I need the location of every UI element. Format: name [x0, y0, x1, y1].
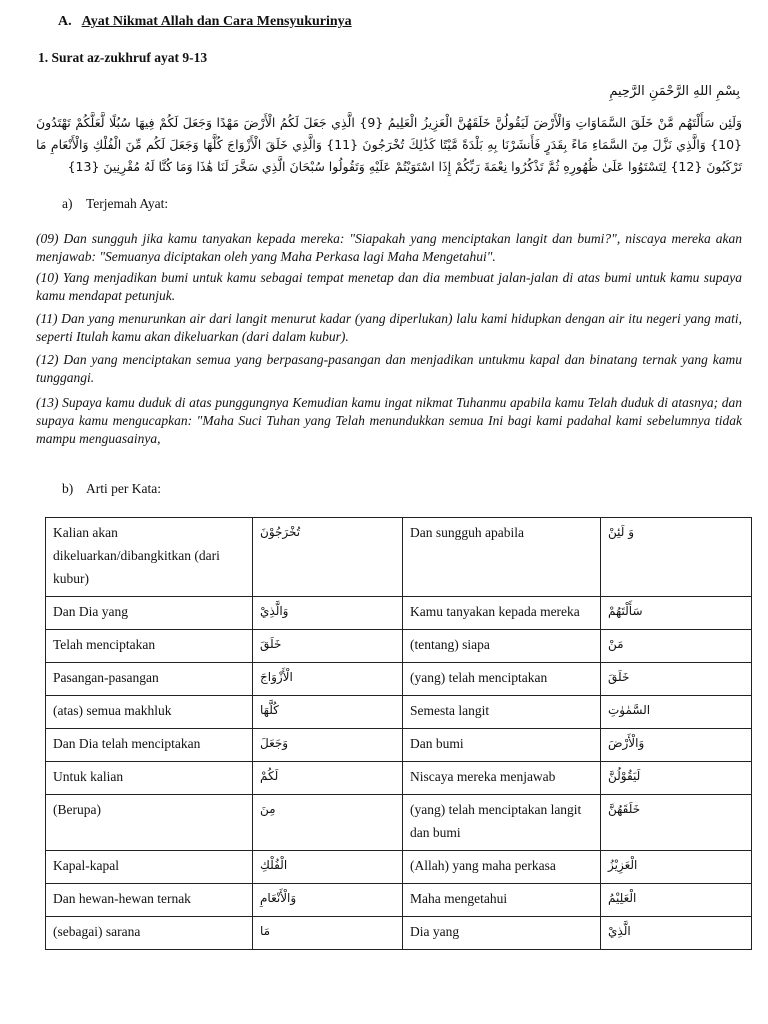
ayat-arabic-text: وَلَئِن سَأَلْتَهُم مَّنْ خَلَقَ السَّمَاوَاتِ وَالْأَرْضَ لَيَقُولُنَّ خَلَقَهُنَّ الْعَزِيزُ الْعَلِيمُ {9} الَّذِي جَعَلَ لَكُمُ الْأَرْضَ مَهْدًا وَجَعَلَ لَكُمْ فِيهَا سُبُلًا لَّعَلَّكُمْ تَهْتَدُونَ {10} وَالَّذِي نَزَّلَ مِنَ السَّمَاءِ مَاءً بِقَدَرٍ فَأَنشَرْنَا بِهِ بَلْدَةً مَّيْتًا كَذَٰلِكَ تُخْرَجُونَ {11} وَالَّذِي خَلَقَ الْأَزْوَاجَ كُلَّهَا وَجَعَلَ لَكُم مِّنَ الْفُلْكِ وَالْأَنْعَامِ مَا تَرْكَبُونَ {12} لِتَسْتَوُوا عَلَىٰ ظُهُورِهِ ثُمَّ تَذْكُرُوا نِعْمَةَ رَبِّكُمْ إِذَا اسْتَوَيْتُمْ عَلَيْهِ وَتَقُولُوا سُبْحَانَ الَّذِي سَخَّرَ لَنَا هَٰذَا وَمَا كُنَّا لَهُ مُقْرِنِينَ {13}	[36, 115, 742, 174]
meaning-cell: Dan Dia yang	[46, 597, 253, 630]
surah-title: 1. Surat az-zukhruf ayat 9-13	[38, 50, 208, 65]
meaning-cell: (atas) semua makhluk	[46, 696, 253, 729]
meaning-cell: Dan bumi	[403, 729, 601, 762]
arabic-word-cell: خَلَقَهُنَّ	[601, 795, 752, 851]
translation-paragraph: (13) Supaya kamu duduk di atas punggungnya Kemudian kamu ingat nikmat Tuhanmu apabila kamu Telah duduk di atasnya; dan supaya kamu mengucapkan: "Maha Suci Tuhan yang Telah menundukkan semua Ini bagi kami padahal kami sebelumnya tidak mampu menguasainya,	[36, 395, 742, 446]
table-row	[46, 729, 752, 762]
arabic-word-cell: الَّذِيْ	[601, 917, 752, 950]
meaning-cell: Kapal-kapal	[46, 851, 253, 884]
arabic-word-cell: كُلَّهَا	[253, 696, 403, 729]
meaning-cell: Kalian akan dikeluarkan/dibangkitkan (dari kubur)	[46, 518, 253, 597]
arabic-word-cell: لَيَقُوْلُنَّ	[601, 762, 752, 795]
subheading-label: Arti per Kata:	[86, 481, 161, 496]
meaning-cell: (yang) telah menciptakan langit dan bumi	[403, 795, 601, 851]
arabic-word-cell: تُخْرَجُوْنَ	[253, 518, 403, 597]
translation-paragraph: (09) Dan sungguh jika kamu tanyakan kepada mereka: "Siapakah yang menciptakan langit dan bumi?", niscaya mereka akan menjawab: "Semuanya diciptakan oleh yang Maha Perkasa lagi Maha Mengetahui".	[36, 231, 742, 264]
arabic-word-cell: خَلَقَ	[601, 663, 752, 696]
arabic-word-cell: وَ لَئِنْ	[601, 518, 752, 597]
table-row	[46, 630, 752, 663]
arabic-word-cell: مَنْ	[601, 630, 752, 663]
meaning-cell: Kamu tanyakan kepada mereka	[403, 597, 601, 630]
meaning-cell: Untuk kalian	[46, 762, 253, 795]
arabic-word-cell: مِنَ	[253, 795, 403, 851]
arabic-word-cell: الْعَزِيْزُ	[601, 851, 752, 884]
vocabulary-table	[45, 517, 752, 950]
arabic-word-cell: وَجَعَلَ	[253, 729, 403, 762]
table-row	[46, 696, 752, 729]
table-row	[46, 663, 752, 696]
subheading-letter: a)	[62, 196, 73, 211]
section-title: Ayat Nikmat Allah dan Cara Mensyukurinya	[81, 14, 352, 29]
arabic-word-cell: الْفُلْكِ	[253, 851, 403, 884]
meaning-cell: (yang) telah menciptakan	[403, 663, 601, 696]
meaning-cell: Pasangan-pasangan	[46, 663, 253, 696]
meaning-cell: Dia yang	[403, 917, 601, 950]
meaning-cell: (Berupa)	[46, 795, 253, 851]
arabic-word-cell: سَأَلْتَهُمْ	[601, 597, 752, 630]
arabic-word-cell: الْأَزْوَاجَ	[253, 663, 403, 696]
meaning-cell: Dan hewan-hewan ternak	[46, 884, 253, 917]
table-row	[46, 597, 752, 630]
table-row	[46, 518, 752, 597]
section-number: A.	[58, 14, 72, 29]
meaning-cell: Dan Dia telah menciptakan	[46, 729, 253, 762]
table-row	[46, 851, 752, 884]
arabic-word-cell: وَالْأَنْعَامِ	[253, 884, 403, 917]
meaning-cell: Semesta langit	[403, 696, 601, 729]
meaning-cell: Telah menciptakan	[46, 630, 253, 663]
table-row	[46, 795, 752, 851]
translation-paragraph: (11) Dan yang menurunkan air dari langit menurut kadar (yang diperlukan) lalu kami hidupkan dengan air itu negeri yang mati, seperti Itulah kamu akan dikeluarkan (dari dalam kubur).	[36, 311, 742, 344]
subheading-translation	[62, 196, 168, 212]
arabic-word-cell: الْعَلِيْمُ	[601, 884, 752, 917]
translation-paragraph: (10) Yang menjadikan bumi untuk kamu sebagai tempat menetap dan dia membuat jalan-jalan di atas bumi untuk kamu supaya kamu mendapat petunjuk.	[36, 270, 742, 303]
meaning-cell: (tentang) siapa	[403, 630, 601, 663]
meaning-cell: (sebagai) sarana	[46, 917, 253, 950]
table-row	[46, 917, 752, 950]
table-row	[46, 884, 752, 917]
arabic-word-cell: السَّمٰوٰتِ	[601, 696, 752, 729]
section-heading	[58, 14, 352, 30]
subheading-letter: b)	[62, 481, 74, 496]
arabic-word-cell: وَالَّذِيْ	[253, 597, 403, 630]
meaning-cell: Niscaya mereka menjawab	[403, 762, 601, 795]
arabic-word-cell: لَكُمْ	[253, 762, 403, 795]
arabic-word-cell: خَلَقَ	[253, 630, 403, 663]
table-row	[46, 762, 752, 795]
meaning-cell: Maha mengetahui	[403, 884, 601, 917]
translation-paragraph: (12) Dan yang menciptakan semua yang berpasang-pasangan dan menjadikan untukmu kapal dan binatang ternak yang kamu tunggangi.	[36, 352, 742, 385]
subheading-label: Terjemah Ayat:	[86, 196, 169, 211]
arabic-word-cell: مَا	[253, 917, 403, 950]
subheading-vocabulary	[62, 481, 161, 497]
meaning-cell: Dan sungguh apabila	[403, 518, 601, 597]
arabic-word-cell: وَالْأَرْضَ	[601, 729, 752, 762]
basmala: بِسْمِ اللهِ الرَّحْمَنِ الرَّحِيمِ	[609, 84, 740, 99]
meaning-cell: (Allah) yang maha perkasa	[403, 851, 601, 884]
